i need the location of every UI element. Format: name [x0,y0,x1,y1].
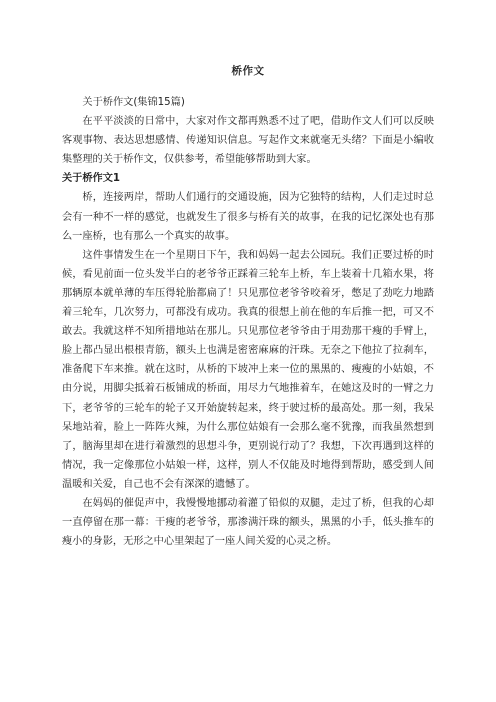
section-heading: 关于桥作文1 [62,173,121,185]
intro-paragraph: 在平平淡淡的日常中，大家对作文都再熟悉不过了吧，借助作文人们可以反映客观事物、表达思想感情、传递知识信息。写起作文来就毫无头绪？下面是小编收集整理的关于桥作文，仅供参考，希望能够帮助到大家。 [62,116,434,166]
document-subtitle: 关于桥作文(集锦15篇) [82,97,185,108]
body-paragraph-1: 桥，连接两岸，帮助人们通行的交通设施，因为它独特的结构，人们走过时总会有一种不一样的感觉，也就发生了很多与桥有关的故事，在我的记忆深处也有那么一座桥，也有那么一个真实的故事。 [62,192,434,242]
body-paragraph-3: 在妈妈的催促声中，我慢慢地挪动着灌了铅似的双腿，走过了桥，但我的心却一直停留在那一幕：干瘦的老爷爷，那渗满汗珠的额头，黑黑的小手，低头推车的瘦小的身影，无形之中心里架起了一座人间关爱的心灵之桥。 [62,497,434,548]
document-title: 桥作文 [231,65,265,77]
body-paragraph-2: 这件事情发生在一个星期日下午，我和妈妈一起去公园玩。我们正要过桥的时候，看见前面一位头发半白的老爷爷正踩着三轮车上桥，车上装着十几箱水果，将那辆原本就单薄的车压得轮胎都扁了！只见那位老爷爷咬着牙，憋足了劲吃力地踏着三轮车，几次努力，可都没有成功。我真的很想上前在他的车后推一把，可又不敢去。我就这样不知所措地站在那儿。只见那位老爷爷由于用劲那干瘦的手臂上，脸上都凸显出根根青筋，额头上也满是密密麻麻的汗珠。无奈之下他拉了拉刹车，准备爬下车来推。就在这时，从桥的下坡冲上来一位的黑黑的、瘦瘦的小姑娘，不由分说，用脚尖抵着石板铺成的桥面，用尽力气地推着车，在她这及时的一臂之力下，老爷爷的三轮车的轮子又开始旋转起来，终于驶过桥的最高处。那一刻，我呆呆地站着，脸上一阵阵火辣，为什么那位姑娘有一会那么毫不犹豫，而我虽然想到了，脑海里却在进行着激烈的思想斗争，更别说行动了？我想，下次再遇到这样的情况，我一定像那位小姑娘一样，这样，别人不仅能及时地得到帮助，感受到人间温暖和关爱，自己也不会有深深的遗憾了。 [62,249,434,490]
